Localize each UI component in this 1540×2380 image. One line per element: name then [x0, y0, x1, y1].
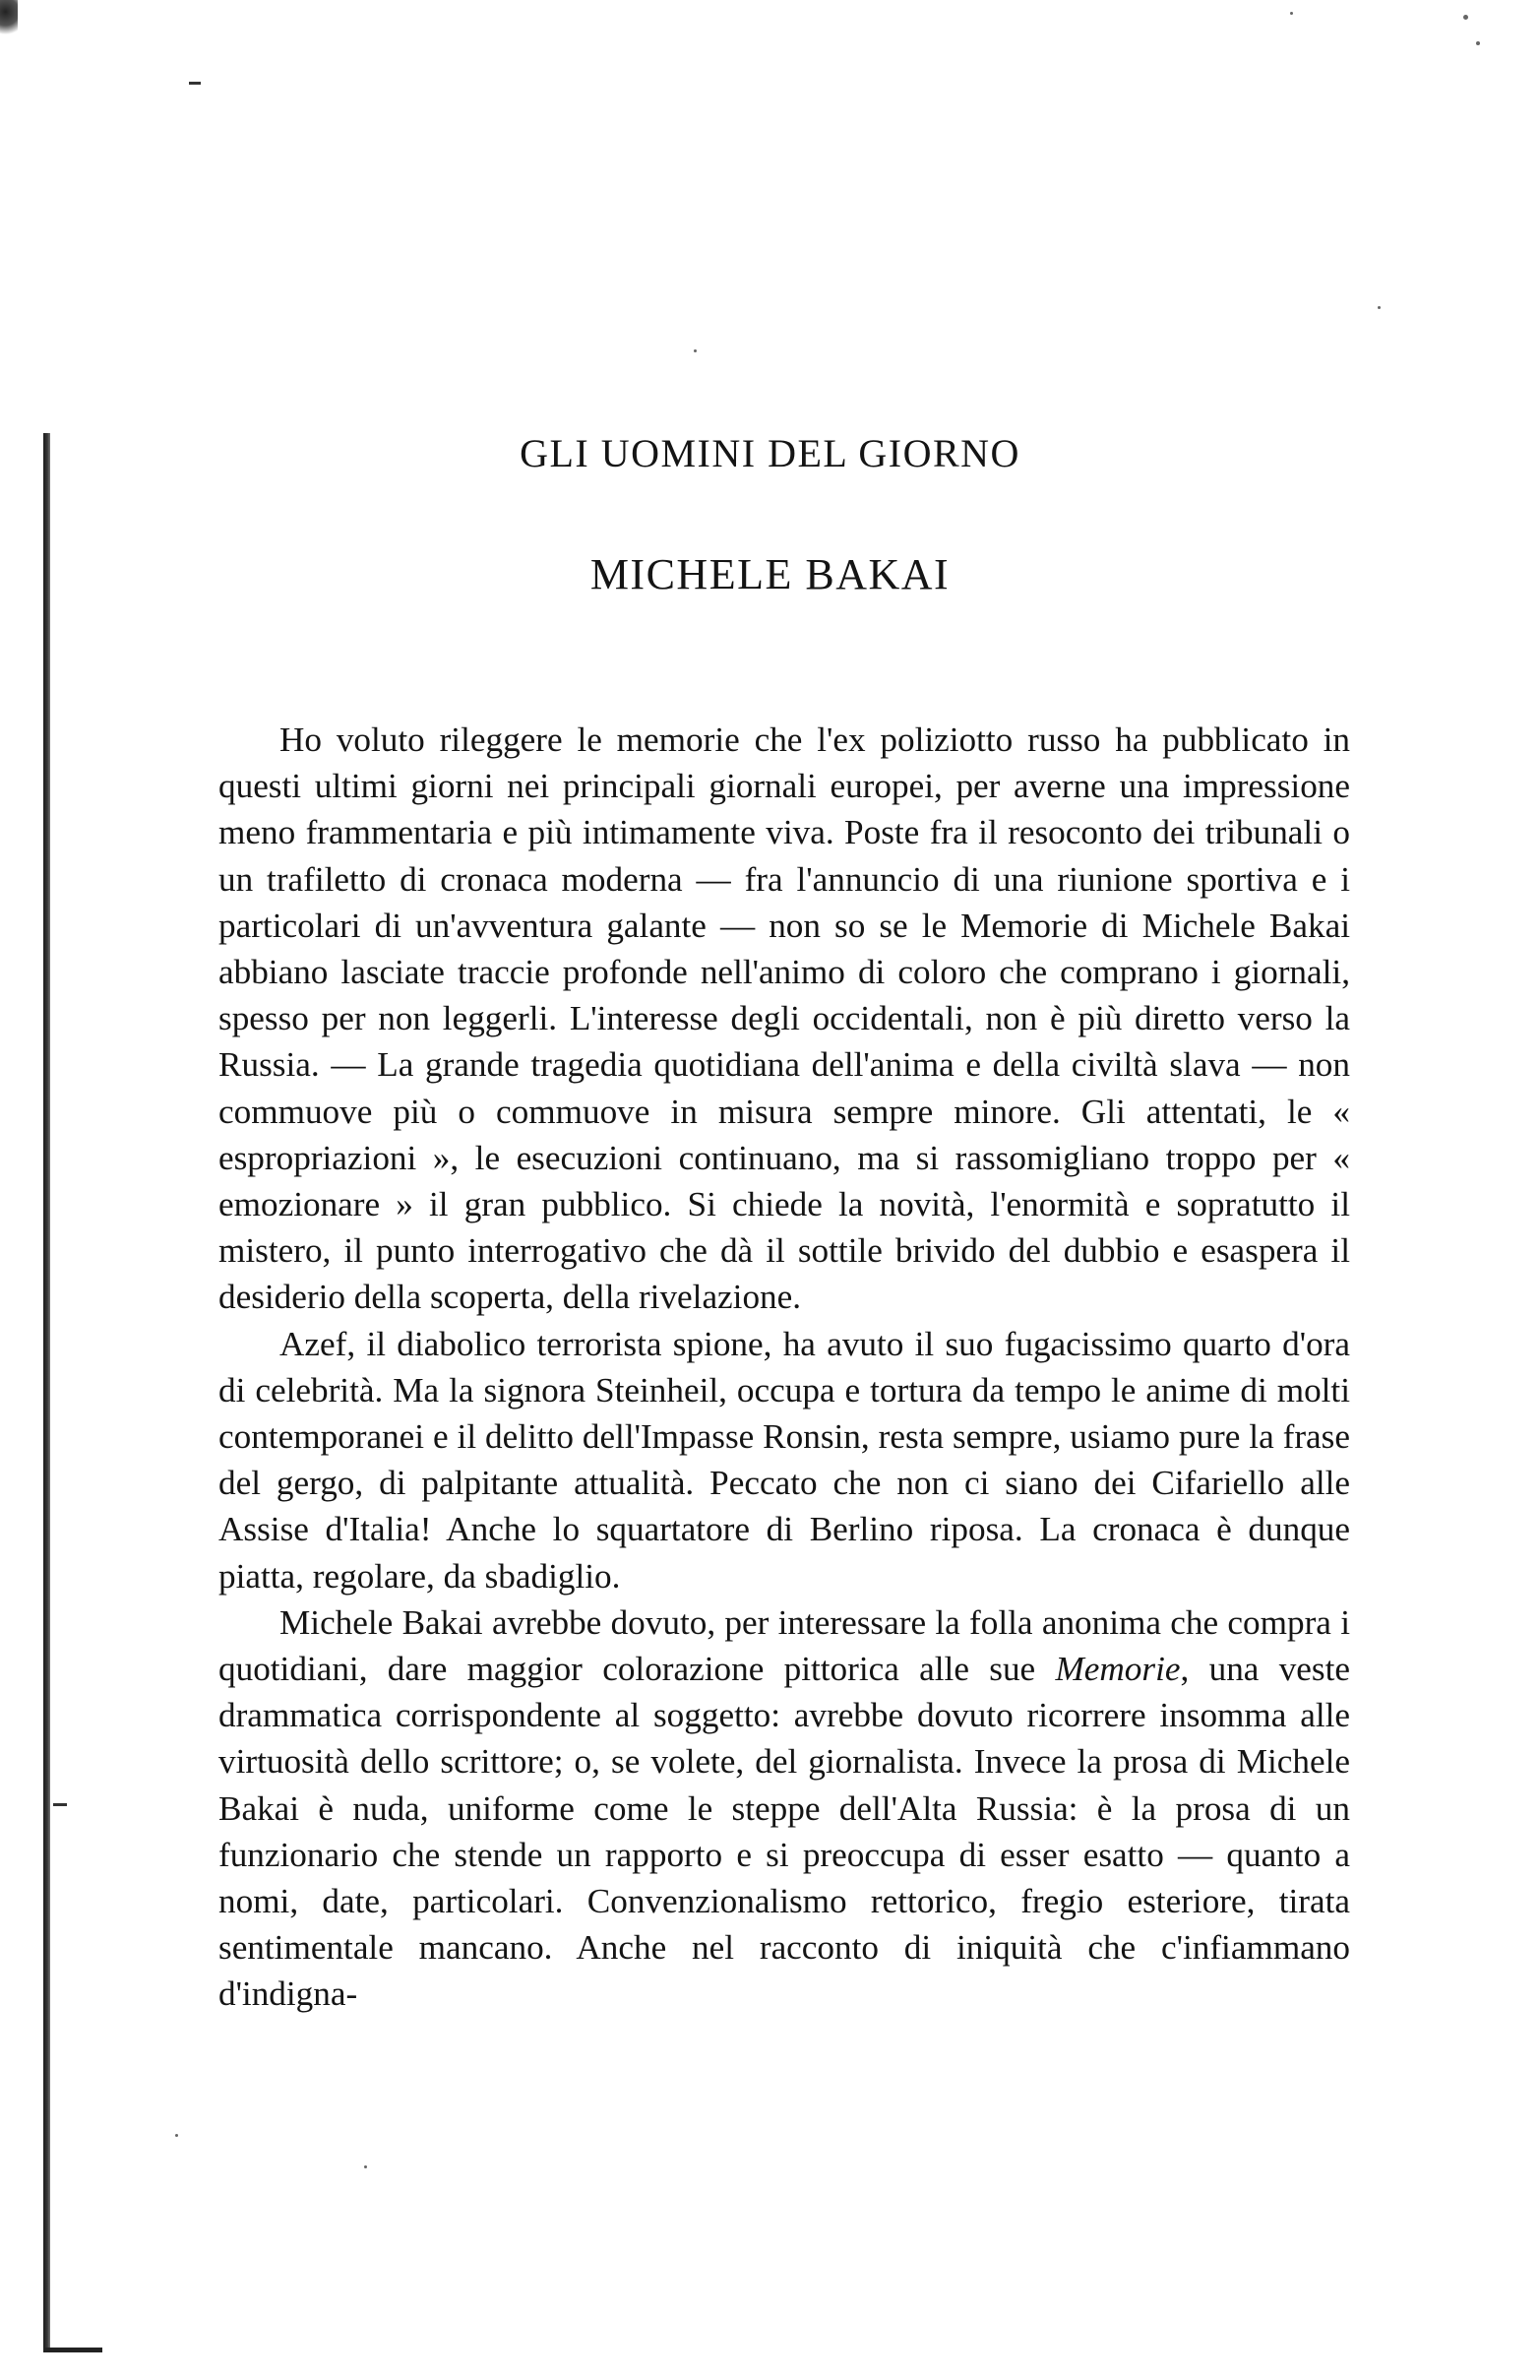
paragraph-text: Ho voluto rileggere le memorie che l'ex poliziotto russo ha pubblicato in questi ultimi giorni nei principali giornali europei, per averne una impressione meno frammentaria e più intimamente viva. Poste fra il resoconto dei tribunali o un trafiletto di cronaca moderna — fra l'annuncio di una riunione sportiva e i particolari di un'avventura galante — non so se le Memorie di Michele Bakai abbiano lasciate traccie profonde nell'animo di coloro che comprano i giornali, spesso per non leggerli. L'interesse degli occidentali, non è più diretto verso la Russia. — La grande tragedia quotidiana dell'anima e della civiltà slava — non commuove più o commuove in misura sempre minore. Gli attentati, le « espropriazioni », le esecuzioni continuano, ma si rassomigliano troppo per « emozionare » il gran pubblico. Si chiede la novità, l'enormità e sopratutto il mistero, il punto interrogativo che dà il sottile brivido del dubbio e esaspera il desiderio della scoperta, della rivelazione. — [218, 720, 1350, 1317]
scan-speck — [1463, 15, 1468, 20]
scan-corner-shadow — [0, 0, 18, 39]
scan-speck — [1378, 306, 1381, 309]
paragraph-2 — [218, 1321, 1350, 1599]
scan-speck — [1476, 41, 1480, 45]
binding-edge-foot — [43, 2348, 102, 2352]
margin-mark — [189, 82, 201, 85]
paragraph-text: Michele Bakai avrebbe dovuto, per interessare la folla anonima che compra i quotidiani, dare maggior colorazione pittorica alle sue — [218, 1602, 1350, 1689]
italic-title-memorie: Memorie — [1055, 1650, 1181, 1689]
paragraph-3 — [218, 1599, 1350, 2018]
margin-mark — [53, 1803, 67, 1806]
paragraph-text: Azef, il diabolico terrorista spione, ha avuto il suo fugacissimo quarto d'ora di celebrità. Ma la signora Steinheil, occupa e tortura da tempo le anime di molti contemporanei e il delitto dell'Impasse Ronsin, resta sempre, usiamo pure la frase del gergo, di palpitante attualità. Peccato che non ci siano dei Cifariello alle Assise d'Italia! Anche lo squartatore di Berlino riposa. La cronaca è dunque piatta, regolare, da sbadiglio. — [218, 1324, 1350, 1596]
scan-speck — [1290, 12, 1293, 15]
paragraph-text: , una veste drammatica corrispondente al soggetto: avrebbe dovuto ricorrere insomma alle virtuosità dello scrittore; o, se volete, del giornalista. Invece la prosa di Michele Bakai è nuda, uniforme come le steppe dell'Alta Russia: è la prosa di un funzionario che stende un rapporto e si preoccupa di esser esatto — quanto a nomi, date, particolari. Convenzionalismo rettorico, fregio esteriore, tirata sentimentale mancano. Anche nel racconto di iniquità che c'infiammano d'indigna- — [218, 1650, 1351, 2014]
section-title: GLI UOMINI DEL GIORNO — [520, 431, 1020, 475]
scan-speck — [175, 2134, 178, 2137]
binding-edge — [43, 433, 50, 2352]
scan-speck — [694, 349, 697, 352]
article-title: MICHELE BAKAI — [589, 550, 951, 598]
paragraph-1 — [218, 717, 1350, 1321]
scan-speck — [364, 2165, 367, 2168]
article-body — [218, 717, 1350, 2018]
